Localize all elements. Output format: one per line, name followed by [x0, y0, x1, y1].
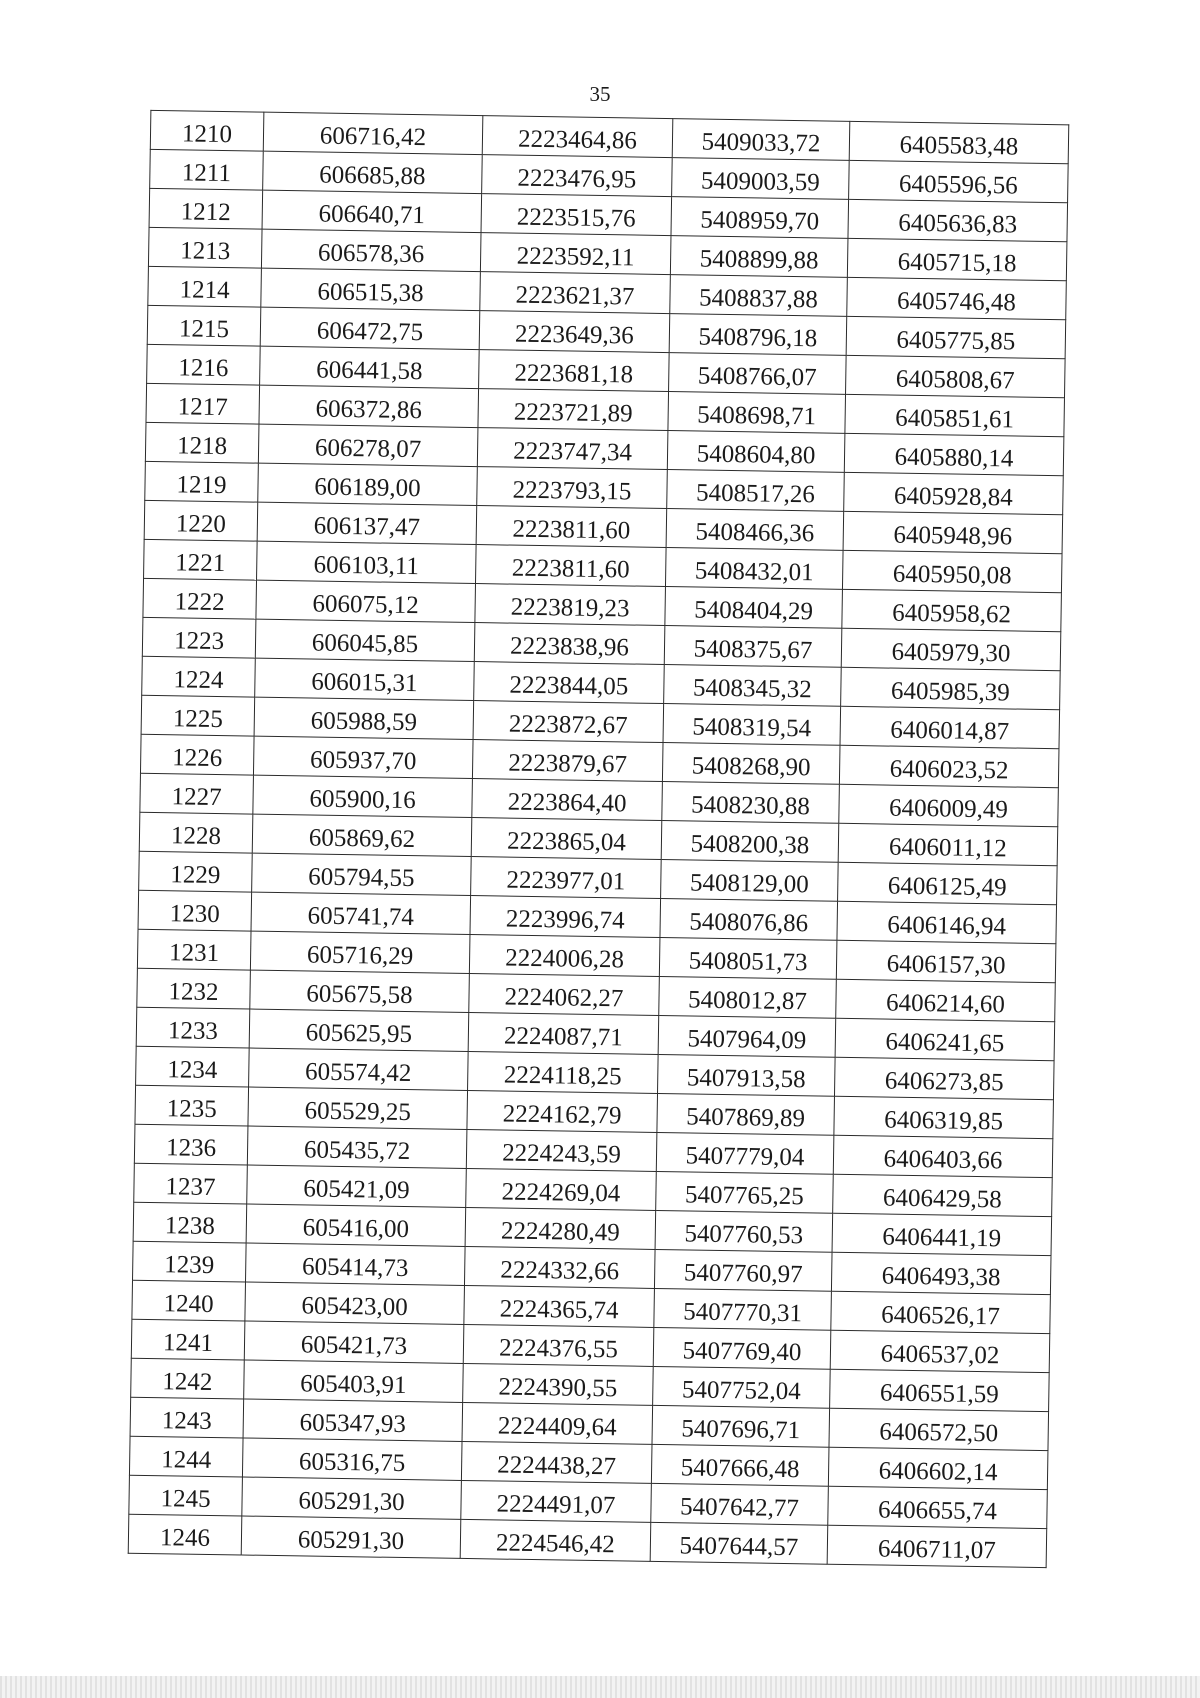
coordinate-cell: 605403,91: [244, 1360, 464, 1402]
coordinate-cell: 2223872,67: [473, 701, 664, 743]
point-number-cell: 1211: [150, 149, 264, 190]
coordinate-cell: 6406711,07: [827, 1525, 1047, 1567]
coordinate-cell: 605869,62: [252, 814, 472, 856]
coordinate-cell: 5408899,88: [670, 236, 848, 278]
coordinate-cell: 605291,30: [241, 1516, 461, 1558]
coordinate-cell: 2224087,71: [468, 1012, 659, 1054]
point-number-cell: 1215: [147, 305, 261, 346]
coordinate-cell: 6406572,50: [829, 1408, 1049, 1450]
coordinate-cell: 606045,85: [255, 619, 475, 661]
coordinate-cell: 6406241,65: [835, 1018, 1055, 1060]
coordinate-cell: 605741,74: [251, 892, 471, 934]
point-number-cell: 1214: [148, 266, 262, 307]
coordinate-cell: 605794,55: [252, 853, 472, 895]
coordinate-cell: 6405596,56: [849, 160, 1069, 202]
coordinate-cell: 2224376,55: [463, 1324, 654, 1366]
coordinate-cell: 6406023,52: [839, 745, 1059, 787]
coordinate-cell: 606441,58: [260, 346, 480, 388]
coordinate-cell: 2223621,37: [480, 272, 671, 314]
coordinate-cell: 2224280,49: [465, 1207, 656, 1249]
coordinate-cell: 5408200,38: [661, 820, 839, 862]
coordinate-cell: 6405880,14: [844, 433, 1064, 475]
coordinate-cell: 5407770,31: [654, 1288, 832, 1330]
point-number-cell: 1230: [138, 890, 252, 931]
coordinate-cell: 606685,88: [263, 151, 483, 193]
coordinate-cell: 6406493,38: [831, 1252, 1051, 1294]
point-number-cell: 1235: [135, 1085, 249, 1126]
coordinate-cell: 5407644,57: [650, 1522, 828, 1564]
point-number-cell: 1226: [140, 734, 254, 775]
coordinate-cell: 2223592,11: [480, 233, 671, 275]
coordinate-cell: 2224243,59: [466, 1129, 657, 1171]
coordinate-cell: 2223793,15: [477, 467, 668, 509]
coordinate-cell: 605988,59: [254, 697, 474, 739]
coordinate-cell: 5407760,97: [654, 1249, 832, 1291]
coordinate-cell: 6405948,96: [843, 511, 1063, 553]
point-number-cell: 1217: [146, 383, 260, 424]
coordinate-cell: 5407760,53: [655, 1210, 833, 1252]
coordinate-cell: 606472,75: [260, 307, 480, 349]
coordinate-cell: 6406319,85: [834, 1096, 1054, 1138]
page-number: 35: [589, 82, 611, 106]
coordinate-cell: 2223476,95: [482, 155, 673, 197]
coordinate-cell: 6406655,74: [828, 1486, 1048, 1528]
coordinate-cell: 606137,47: [257, 502, 477, 544]
coordinate-cell: 6406551,59: [830, 1369, 1050, 1411]
point-number-cell: 1222: [143, 578, 257, 619]
coordinate-cell: 606278,07: [258, 424, 478, 466]
coordinate-cell: 2223681,18: [479, 350, 670, 392]
coordinate-cell: 2224332,66: [464, 1246, 655, 1288]
coordinate-cell: 5409033,72: [672, 119, 850, 161]
coordinate-cell: 6406125,49: [838, 862, 1058, 904]
coordinate-cell: 2223464,86: [482, 116, 673, 158]
coordinate-cell: 6405775,85: [846, 316, 1066, 358]
coordinate-cell: 606103,11: [257, 541, 477, 583]
coordinate-cell: 605937,70: [253, 736, 473, 778]
coordinate-cell: 6405958,62: [842, 589, 1062, 631]
coordinate-cell: 5408837,88: [670, 275, 848, 317]
coordinate-cell: 2224491,07: [461, 1480, 652, 1522]
coordinate-cell: 5407869,89: [657, 1093, 835, 1135]
coordinate-cell: 2224409,64: [462, 1402, 653, 1444]
coordinate-cell: 6405928,84: [844, 472, 1064, 514]
point-number-cell: 1225: [141, 695, 255, 736]
coordinate-cell: 5408404,29: [665, 587, 843, 629]
point-number-cell: 1244: [129, 1436, 243, 1477]
point-number-cell: 1228: [139, 812, 253, 853]
coordinates-table-body: [128, 110, 1069, 1567]
coordinate-cell: 6406403,66: [833, 1135, 1053, 1177]
coordinate-cell: 5407666,48: [651, 1444, 829, 1486]
coordinate-cell: 6405636,83: [848, 199, 1068, 241]
coordinates-table: [128, 110, 1069, 1568]
coordinate-cell: 605900,16: [253, 775, 473, 817]
coordinate-cell: 605421,09: [247, 1165, 467, 1207]
point-number-cell: 1223: [142, 617, 256, 658]
coordinate-cell: 606372,86: [259, 385, 479, 427]
coordinate-cell: 2224438,27: [461, 1441, 652, 1483]
coordinate-cell: 5407769,40: [653, 1327, 831, 1369]
coordinate-cell: 6406273,85: [834, 1057, 1054, 1099]
coordinate-cell: 5408129,00: [661, 859, 839, 901]
point-number-cell: 1218: [145, 422, 259, 463]
point-number-cell: 1239: [133, 1241, 247, 1282]
coordinate-cell: 5408012,87: [659, 976, 837, 1018]
coordinate-cell: 2223649,36: [479, 311, 670, 353]
coordinate-cell: 605421,73: [244, 1321, 464, 1363]
coordinate-cell: 6405950,08: [842, 550, 1062, 592]
coordinate-cell: 5407779,04: [656, 1132, 834, 1174]
coordinate-cell: 6406157,30: [836, 940, 1056, 982]
coordinate-cell: 605716,29: [250, 931, 470, 973]
coordinate-cell: 5409003,59: [672, 158, 850, 200]
coordinate-cell: 5408698,71: [668, 392, 846, 434]
coordinate-cell: 6405985,39: [841, 667, 1061, 709]
point-number-cell: 1233: [136, 1007, 250, 1048]
coordinate-cell: 2223811,60: [476, 506, 667, 548]
point-number-cell: 1210: [150, 110, 264, 151]
coordinate-cell: 5408466,36: [666, 509, 844, 551]
coordinate-cell: 5408959,70: [671, 197, 849, 239]
coordinate-cell: 6405746,48: [847, 277, 1067, 319]
coordinate-cell: 605316,75: [242, 1438, 462, 1480]
coordinate-cell: 5408230,88: [662, 782, 840, 824]
coordinate-cell: 605291,30: [242, 1477, 462, 1519]
point-number-cell: 1229: [139, 851, 253, 892]
coordinate-cell: 5408051,73: [659, 937, 837, 979]
coordinate-cell: 6406214,60: [836, 979, 1056, 1021]
coordinate-cell: 5408796,18: [669, 314, 847, 356]
coordinate-cell: 5407765,25: [656, 1171, 834, 1213]
point-number-cell: 1219: [145, 461, 259, 502]
coordinate-cell: 5408517,26: [667, 470, 845, 512]
point-number-cell: 1224: [142, 656, 256, 697]
coordinate-cell: 605625,95: [249, 1009, 469, 1051]
coordinate-cell: 6406014,87: [840, 706, 1060, 748]
point-number-cell: 1213: [148, 227, 262, 268]
point-number-cell: 1232: [137, 968, 251, 1009]
coordinate-cell: 2224390,55: [463, 1363, 654, 1405]
coordinate-cell: 5408432,01: [665, 548, 843, 590]
coordinate-cell: 5408076,86: [660, 898, 838, 940]
coordinate-cell: 5407964,09: [658, 1015, 836, 1057]
point-number-cell: 1236: [134, 1124, 248, 1165]
coordinate-cell: 2224546,42: [460, 1519, 651, 1561]
point-number-cell: 1245: [129, 1475, 243, 1516]
coordinate-cell: 606578,36: [261, 229, 481, 271]
point-number-cell: 1220: [144, 500, 258, 541]
coordinate-cell: 6405979,30: [841, 628, 1061, 670]
coordinate-cell: 5408319,54: [663, 704, 841, 746]
coordinate-cell: 605675,58: [250, 970, 470, 1012]
coordinate-cell: 606075,12: [256, 580, 476, 622]
coordinate-cell: 2223811,60: [475, 545, 666, 587]
coordinate-cell: 2223864,40: [472, 779, 663, 821]
coordinate-cell: 605347,93: [243, 1399, 463, 1441]
coordinate-cell: 5408604,80: [667, 431, 845, 473]
coordinate-cell: 5408766,07: [669, 353, 847, 395]
coordinate-cell: 5408375,67: [664, 626, 842, 668]
coordinate-cell: 6406537,02: [830, 1330, 1050, 1372]
point-number-cell: 1242: [131, 1358, 245, 1399]
coordinate-cell: 5407642,77: [651, 1483, 829, 1525]
coordinate-cell: 2223879,67: [472, 740, 663, 782]
point-number-cell: 1243: [130, 1397, 244, 1438]
point-number-cell: 1237: [134, 1163, 248, 1204]
coordinate-cell: 605414,73: [245, 1243, 465, 1285]
coordinate-cell: 2223865,04: [471, 818, 662, 860]
coordinate-cell: 6406011,12: [838, 823, 1058, 865]
coordinate-cell: 605574,42: [249, 1048, 469, 1090]
coordinate-cell: 6406009,49: [839, 784, 1059, 826]
coordinate-cell: 606716,42: [263, 112, 483, 154]
coordinate-cell: 6406146,94: [837, 901, 1057, 943]
coordinate-cell: 2223844,05: [474, 662, 665, 704]
point-number-cell: 1238: [133, 1202, 247, 1243]
coordinate-cell: 606015,31: [255, 658, 475, 700]
coordinate-cell: 2223747,34: [477, 428, 668, 470]
coordinate-cell: 606515,38: [261, 268, 481, 310]
coordinate-cell: 2224269,04: [466, 1168, 657, 1210]
coordinate-cell: 6406429,58: [833, 1174, 1053, 1216]
point-number-cell: 1240: [132, 1280, 246, 1321]
coordinate-cell: 2223996,74: [470, 896, 661, 938]
coordinate-cell: 6405808,67: [846, 355, 1066, 397]
coordinate-cell: 2223819,23: [475, 584, 666, 626]
coordinate-cell: 2224365,74: [464, 1285, 655, 1327]
coordinate-cell: 6405583,48: [849, 121, 1069, 163]
coordinate-cell: 2224062,27: [469, 973, 660, 1015]
coordinate-cell: 2224162,79: [467, 1090, 658, 1132]
coordinate-cell: 2223977,01: [471, 857, 662, 899]
coordinate-cell: 605529,25: [248, 1087, 468, 1129]
coordinate-cell: 6406526,17: [831, 1291, 1051, 1333]
coordinate-cell: 5407696,71: [652, 1405, 830, 1447]
point-number-cell: 1241: [131, 1319, 245, 1360]
coordinate-cell: 605435,72: [247, 1126, 467, 1168]
point-number-cell: 1216: [147, 344, 261, 385]
coordinate-cell: 605423,00: [245, 1282, 465, 1324]
coordinate-cell: 6406441,19: [832, 1213, 1052, 1255]
coordinate-cell: 606189,00: [258, 463, 478, 505]
coordinate-cell: 606640,71: [262, 190, 482, 232]
point-number-cell: 1221: [144, 539, 258, 580]
point-number-cell: 1234: [136, 1046, 250, 1087]
coordinate-cell: 5407752,04: [653, 1366, 831, 1408]
point-number-cell: 1231: [137, 929, 251, 970]
coordinate-cell: 2223721,89: [478, 389, 669, 431]
coordinate-cell: 2223838,96: [474, 623, 665, 665]
point-number-cell: 1227: [140, 773, 254, 814]
coordinate-cell: 6405715,18: [847, 238, 1067, 280]
point-number-cell: 1212: [149, 188, 263, 229]
point-number-cell: 1246: [128, 1514, 242, 1555]
coordinate-cell: 2223515,76: [481, 194, 672, 236]
coordinate-cell: 2224118,25: [468, 1051, 659, 1093]
coordinate-cell: 6405851,61: [845, 394, 1065, 436]
scan-edge-strip: [0, 1676, 1200, 1698]
coordinate-cell: 2224006,28: [469, 935, 660, 977]
coordinate-cell: 605416,00: [246, 1204, 466, 1246]
coordinate-cell: 5407913,58: [658, 1054, 836, 1096]
coordinate-cell: 5408345,32: [664, 665, 842, 707]
coordinate-cell: 6406602,14: [828, 1447, 1048, 1489]
coordinate-cell: 5408268,90: [662, 743, 840, 785]
